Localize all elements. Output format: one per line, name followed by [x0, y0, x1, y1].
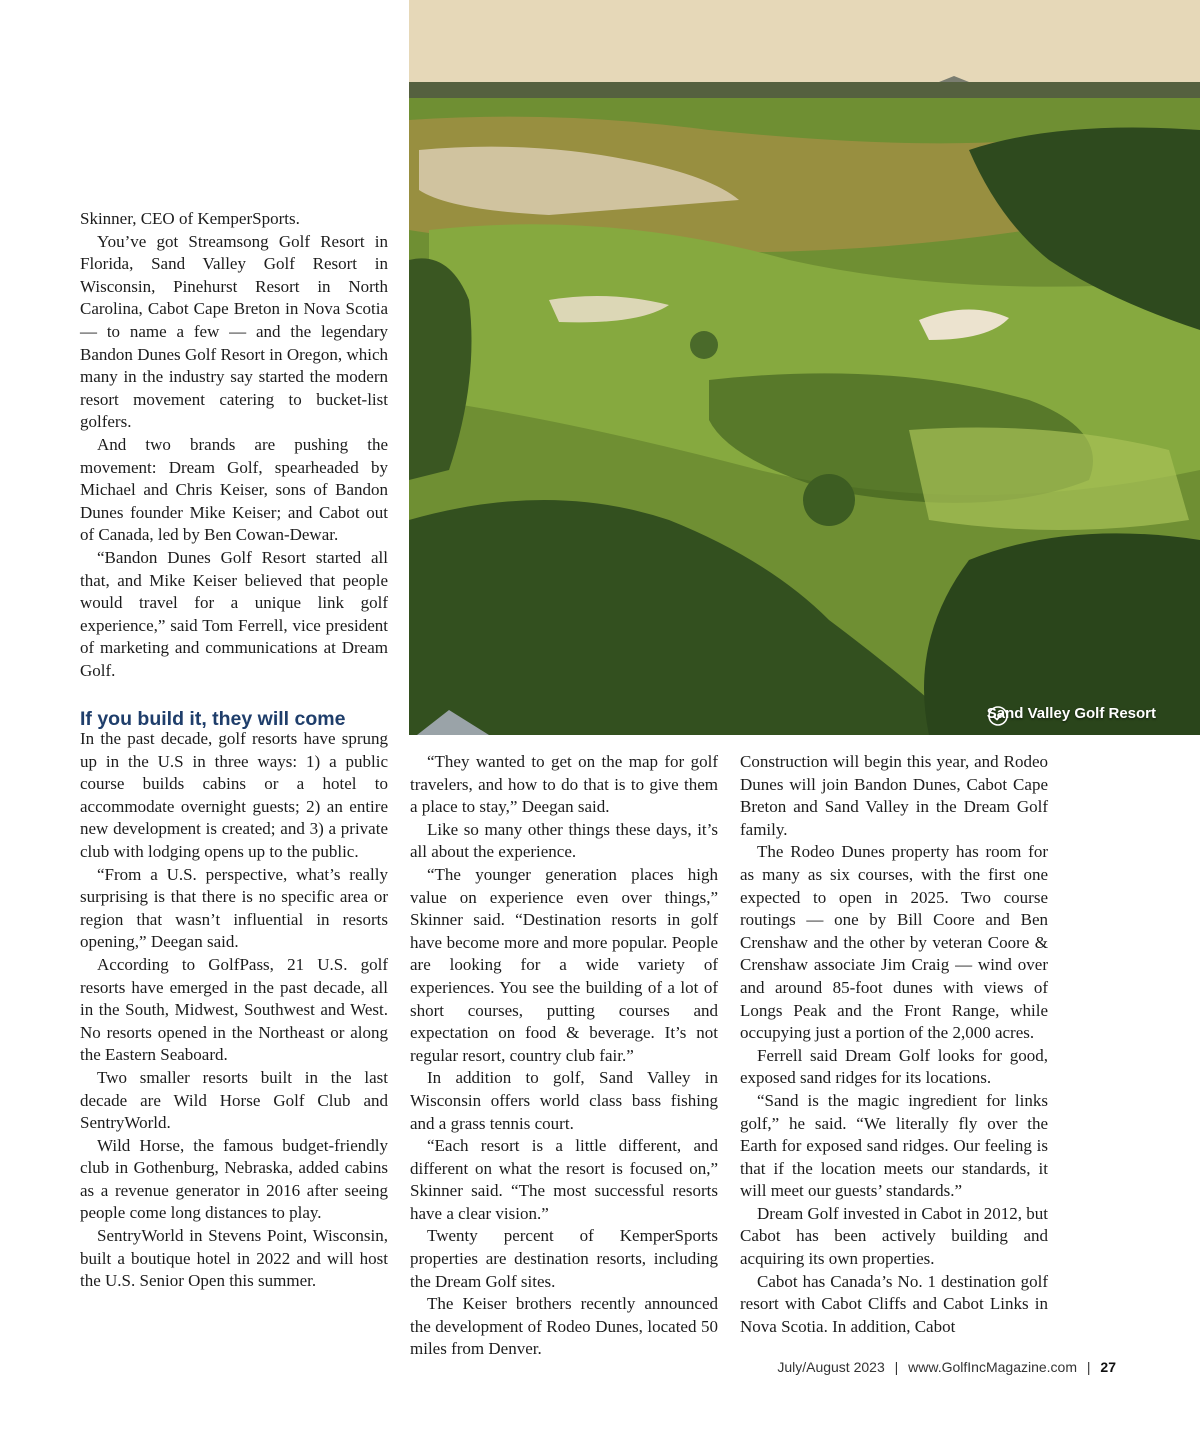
article-paragraph: “The younger generation places high value on experience even over things,” Skinner said. “Destination resorts in golf have become more and more popular. People are looking for a wide variety of experiences. You see the building of a lot of short courses, putting courses and expectation on food & beverage. It’s not regular resort, country club fair.”: [410, 864, 718, 1065]
article-paragraph: The Keiser brothers recently announced the development of Rodeo Dunes, located 50 miles from Denver.: [410, 1294, 718, 1359]
page-number: 27: [1100, 1359, 1116, 1375]
article-paragraph: The Rodeo Dunes property has room for as many as six courses, with the first one expected to open in 2025. Two course routings — one by Bill Coore and Ben Crenshaw and the other by veteran Coore & Crenshaw associate Jim Craig — wind over and around 85-foot dunes with views of Longs Peak and the Front Range, while occupying just a portion of the 2,000 acres.: [740, 842, 1048, 1043]
article-paragraph: Wild Horse, the famous budget-friendly club in Gothenburg, Nebraska, added cabins as a revenue generator in 2016 after seeing people come long distances to play.: [80, 1135, 388, 1223]
photo-caption: [987, 705, 1156, 722]
article-paragraph: “Each resort is a little different, and different on what the resort is focused on,” Skinner said. “The most successful resorts have a clear vision.”: [410, 1136, 718, 1223]
article-paragraph: In addition to golf, Sand Valley in Wisconsin offers world class bass fishing and a grass tennis court.: [410, 1068, 718, 1133]
article-column-1-bottom: [80, 728, 388, 1293]
tree: [690, 331, 718, 359]
article-paragraph: Twenty percent of KemperSports properties are destination resorts, including the Dream Golf sites.: [410, 1226, 718, 1291]
check-circle-icon: [987, 705, 1009, 727]
article-paragraph: Ferrell said Dream Golf looks for good, exposed sand ridges for its locations.: [740, 1045, 1048, 1088]
horizon-treeline: [409, 82, 1200, 98]
article-paragraph: SentryWorld in Stevens Point, Wisconsin, built a boutique hotel in 2022 and will host the U.S. Senior Open this summer.: [80, 1226, 388, 1291]
article-paragraph: You’ve got Streamsong Golf Resort in Florida, Sand Valley Golf Resort in Wisconsin, Pinehurst Resort in North Carolina, Cabot Cape Breton in Nova Scotia — to name a few — and the legendary Bandon Dunes Golf Resort in Oregon, which many in the industry say started the modern resort movement catering to bucket-list golfers.: [80, 231, 388, 432]
article-paragraph: Skinner, CEO of KemperSports.: [80, 209, 300, 228]
footer-separator: |: [1086, 1359, 1091, 1375]
section-subhead: If you build it, they will come: [80, 708, 346, 730]
article-paragraph: According to GolfPass, 21 U.S. golf resorts have emerged in the past decade, all in the South, Midwest, Southwest and West. No resorts opened in the Northeast or along the Eastern Seaboard.: [80, 954, 388, 1065]
article-paragraph: “They wanted to get on the map for golf travelers, and how to do that is to give them a place to stay,” Deegan said.: [410, 752, 718, 817]
footer-separator: |: [894, 1359, 899, 1375]
article-paragraph: “Bandon Dunes Golf Resort started all that, and Mike Keiser believed that people would travel for a unique link golf experience,” said Tom Ferrell, vice president of marketing and communications at Dream Golf.: [80, 547, 388, 680]
golf-course-aerial-photo: [409, 0, 1200, 735]
article-column-3: [740, 751, 1048, 1338]
article-paragraph: Dream Golf invested in Cabot in 2012, but Cabot has been actively building and acquiring its own properties.: [740, 1203, 1048, 1269]
article-paragraph: “Sand is the magic ingredient for links golf,” he said. “We literally fly over the Earth for exposed sand ridges. Our feeling is that if the location meets our standards, it will meet our guests’ standards.”: [740, 1090, 1048, 1201]
sky: [409, 0, 1200, 85]
article-paragraph: Two smaller resorts built in the last decade are Wild Horse Golf Club and SentryWorld.: [80, 1067, 388, 1133]
photo-caption-text: Sand Valley Golf Resort: [986, 705, 1156, 722]
article-column-1-top: [80, 208, 388, 682]
article-paragraph: Like so many other things these days, it’s all about the experience.: [410, 819, 718, 862]
issue-date: July/August 2023: [777, 1359, 885, 1375]
tree: [803, 474, 855, 526]
golf-course-illustration: [409, 0, 1200, 735]
article-paragraph: “From a U.S. perspective, what’s really surprising is that there is no specific area or region that wasn’t influential in resorts opening,” Deegan said.: [80, 864, 388, 952]
article-paragraph: And two brands are pushing the movement: Dream Golf, spearheaded by Michael and Chris Keiser, sons of Bandon Dunes founder Mike Keiser; and Cabot out of Canada, led by Ben Cowan-Dewar.: [80, 434, 388, 545]
article-paragraph: Construction will begin this year, and Rodeo Dunes will join Bandon Dunes, Cabot Cape Breton and Sand Valley in the Dream Golf family.: [740, 752, 1048, 839]
article-column-2: [410, 751, 718, 1361]
magazine-website: www.GolfIncMagazine.com: [908, 1359, 1077, 1375]
page-footer: [777, 1359, 1116, 1375]
article-paragraph: In the past decade, golf resorts have sprung up in the U.S in three ways: 1) a public course builds cabins or a hotel to accommodate overnight guests; 2) an entire new development is created; and 3) a private club with lodging opens up to the public.: [80, 729, 388, 861]
article-paragraph: Cabot has Canada’s No. 1 destination golf resort with Cabot Cliffs and Cabot Links in Nova Scotia. In addition, Cabot: [740, 1271, 1048, 1336]
